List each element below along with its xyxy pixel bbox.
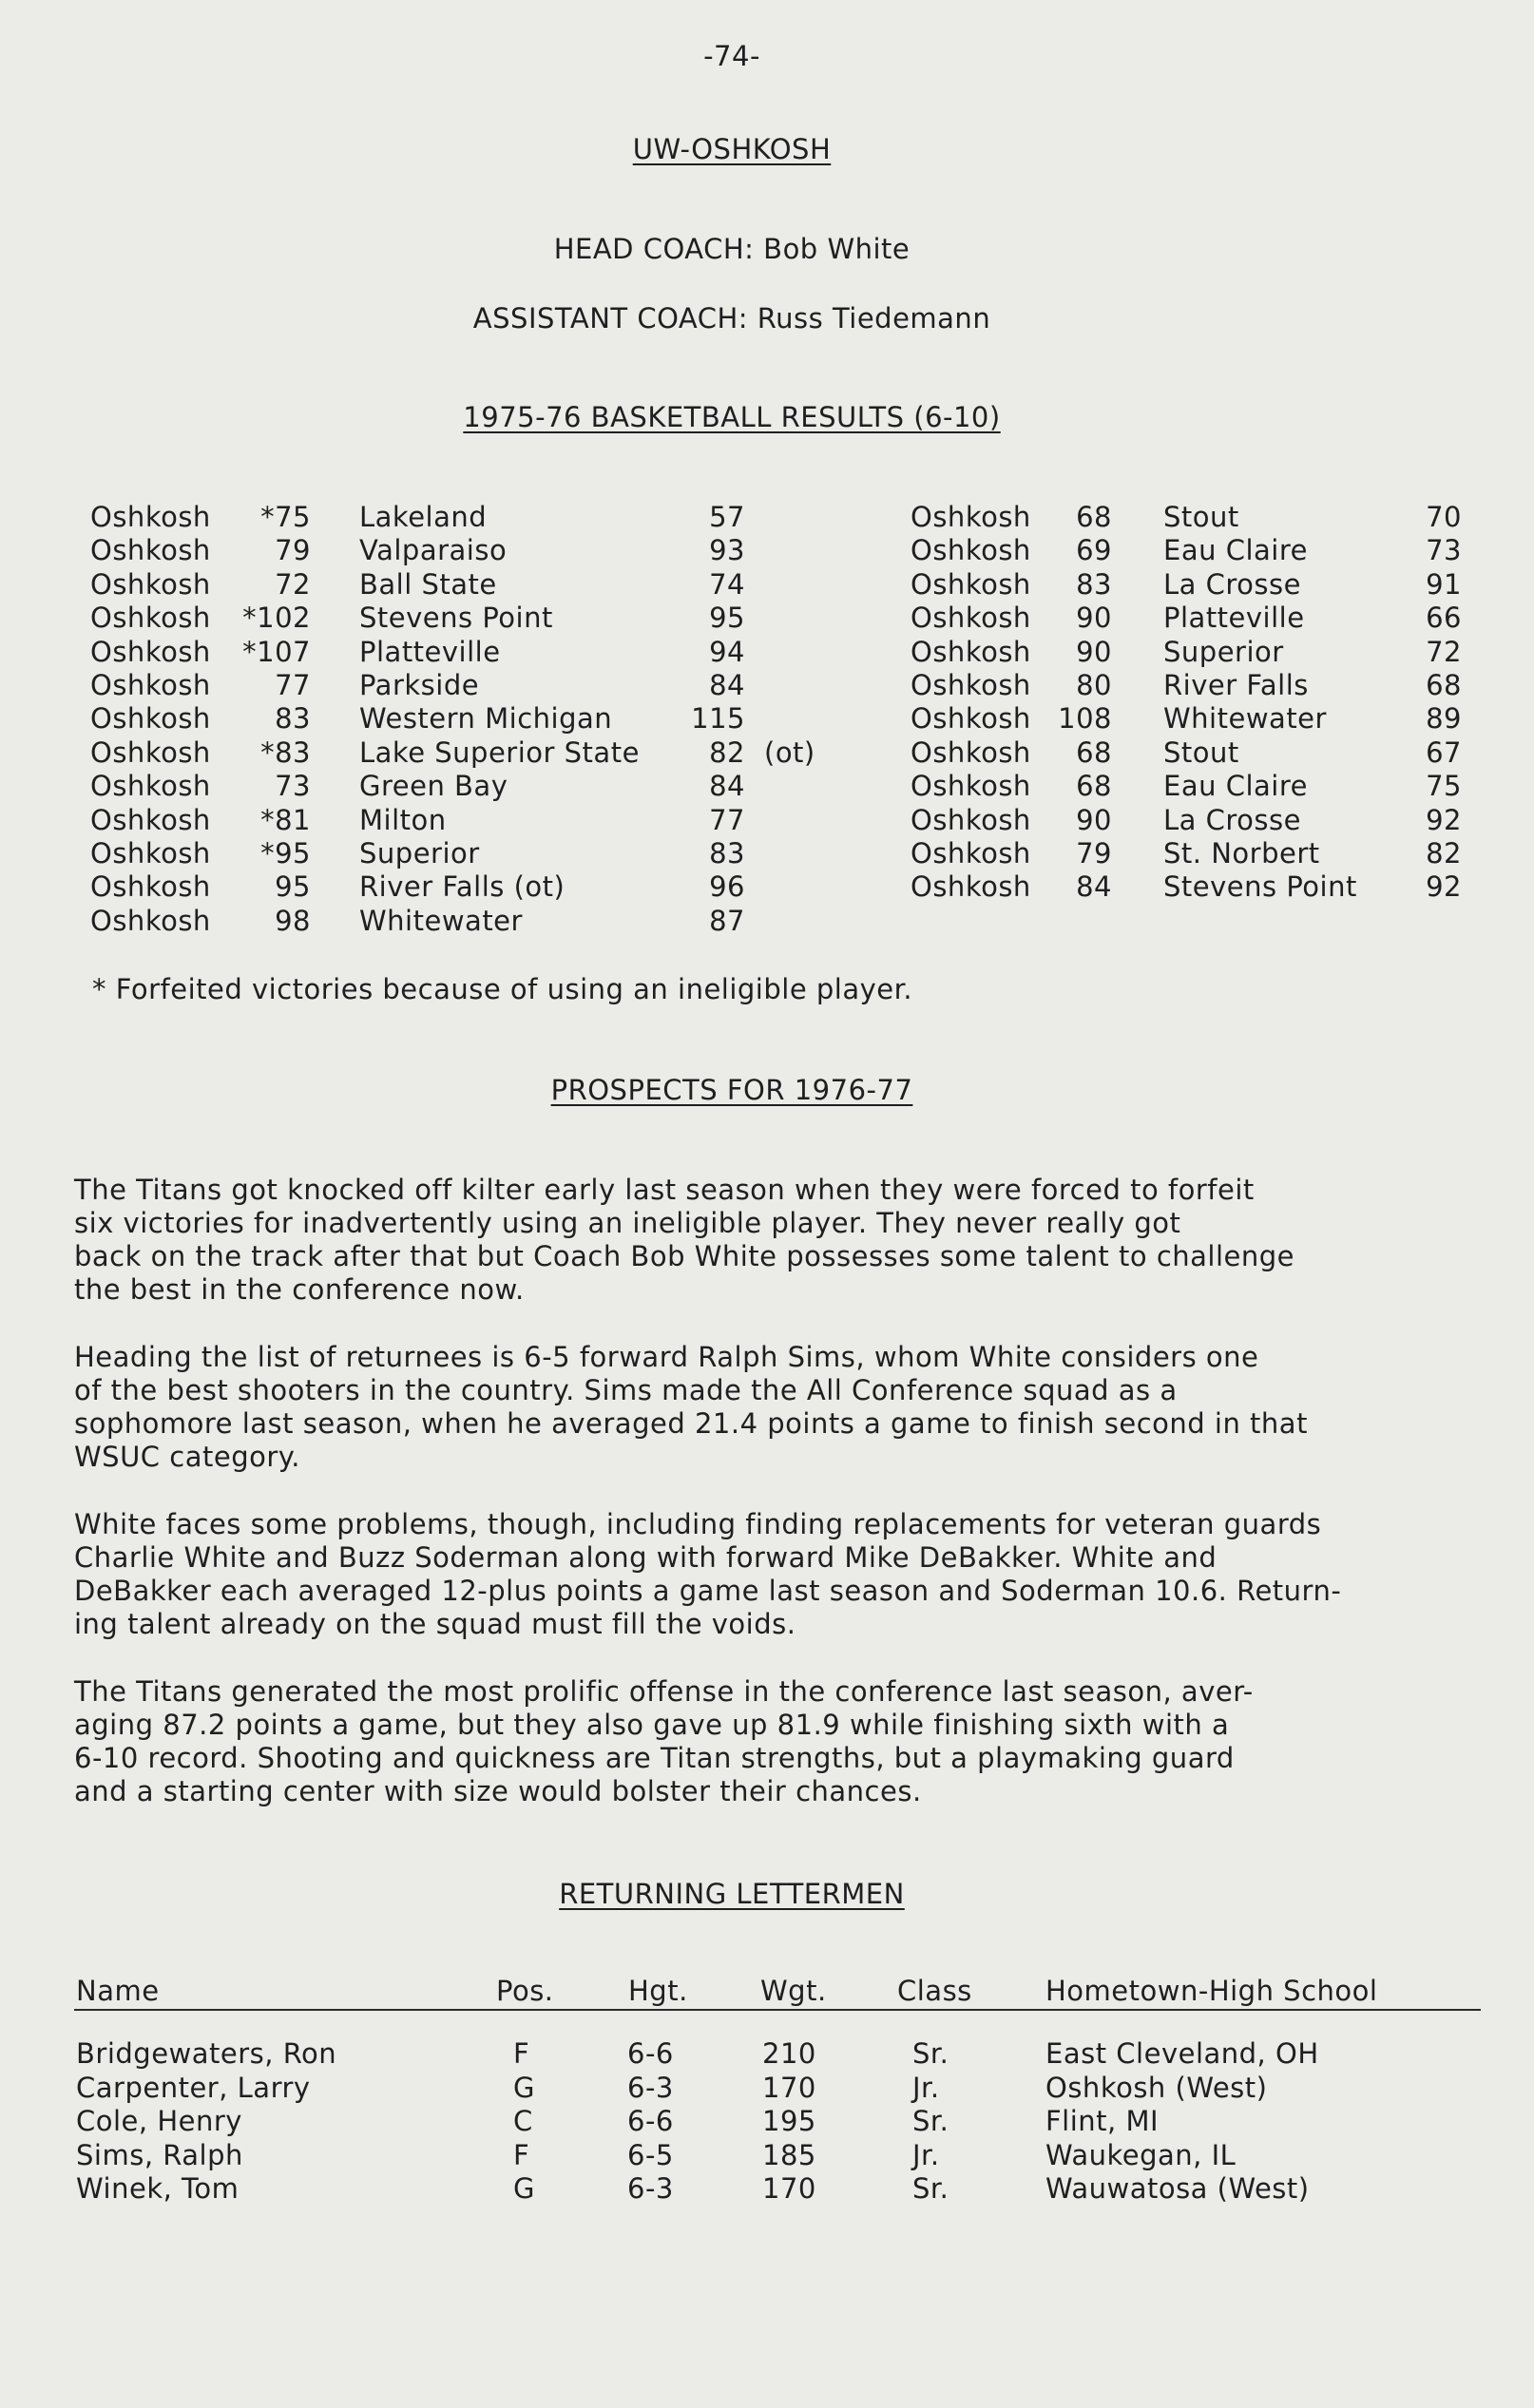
forfeit-footnote: * Forfeited victories because of using an ineligible player. <box>92 973 913 1005</box>
paragraph-line: The Titans generated the most prolific offense in the conference last season, aver- <box>74 1675 1254 1708</box>
team: Oshkosh <box>911 567 1031 601</box>
paragraph <box>74 1675 1500 1808</box>
team: Oshkosh <box>911 870 1031 904</box>
score: 83 <box>275 702 311 736</box>
score: *75 <box>260 501 311 533</box>
player-class: Sr. <box>912 2037 949 2070</box>
results-title <box>0 401 1464 434</box>
player-pos: F <box>513 2037 530 2070</box>
opponent: Stout <box>1163 501 1239 533</box>
player-pos: G <box>513 2071 535 2104</box>
score: *81 <box>260 803 311 836</box>
assistant-coach: ASSISTANT COACH: Russ Tiedemann <box>472 302 991 334</box>
paragraph-line: Heading the list of returnees is 6-5 forward Ralph Sims, whom White considers one <box>74 1341 1259 1373</box>
team: Oshkosh <box>90 803 211 836</box>
player-name: Cole, Henry <box>76 2105 242 2138</box>
opponent-score: 68 <box>1426 668 1462 701</box>
opponent: Platteville <box>1163 602 1305 635</box>
team: Oshkosh <box>911 803 1031 836</box>
player-hgt: 6-6 <box>627 2037 674 2070</box>
score: 69 <box>1076 534 1112 567</box>
score: 98 <box>275 904 311 937</box>
opponent: Lake Superior State <box>359 736 640 769</box>
page-number: -74- <box>703 40 760 72</box>
results-title-text: 1975-76 BASKETBALL RESULTS (6-10) <box>463 401 1001 433</box>
score: 108 <box>1058 702 1112 736</box>
score: *95 <box>260 836 311 870</box>
opponent-score: 91 <box>1426 567 1462 601</box>
opponent: Superior <box>1163 635 1284 668</box>
score: 84 <box>1076 870 1112 904</box>
player-wgt: 195 <box>762 2105 816 2138</box>
team: Oshkosh <box>90 702 211 736</box>
opponent-score: 82 <box>709 736 745 769</box>
player-pos: G <box>513 2172 535 2206</box>
player-row <box>0 2172 1534 2207</box>
game-row <box>0 736 1534 770</box>
score: 77 <box>275 668 311 701</box>
team: Oshkosh <box>911 501 1031 533</box>
team: Oshkosh <box>90 567 211 601</box>
team: Oshkosh <box>90 635 211 668</box>
opponent: River Falls (ot) <box>359 870 566 904</box>
team: Oshkosh <box>90 836 211 870</box>
head-coach: HEAD COACH: Bob White <box>553 233 911 265</box>
player-class: Sr. <box>912 2172 949 2206</box>
player-hometown: East Cleveland, OH <box>1045 2037 1319 2070</box>
team: Oshkosh <box>90 770 211 803</box>
game-row <box>0 568 1534 602</box>
opponent-score: 77 <box>709 803 745 836</box>
team: Oshkosh <box>90 870 211 904</box>
game-row <box>0 905 1534 938</box>
player-hometown: Waukegan, IL <box>1045 2138 1237 2171</box>
school-title-text: UW-OSHKOSH <box>632 133 832 165</box>
score: 90 <box>1076 635 1112 668</box>
paragraph <box>74 1174 1500 1307</box>
paragraph-line: the best in the conference now. <box>74 1273 525 1306</box>
player-row <box>0 2072 1534 2106</box>
paragraph-line: Charlie White and Buzz Soderman along with forward Mike DeBakker. White and <box>74 1541 1218 1574</box>
roster-body <box>0 2037 1534 2207</box>
opponent-score: 66 <box>1426 602 1462 635</box>
team: Oshkosh <box>911 602 1031 635</box>
team: Oshkosh <box>911 702 1031 736</box>
score: 73 <box>275 770 311 803</box>
player-hometown: Wauwatosa (West) <box>1045 2172 1310 2206</box>
paragraph-line: and a starting center with size would bolster their chances. <box>74 1775 922 1807</box>
player-wgt: 185 <box>762 2138 816 2171</box>
game-row <box>0 804 1534 837</box>
results-table <box>0 501 1534 938</box>
team: Oshkosh <box>911 635 1031 668</box>
opponent: Green Bay <box>359 770 508 803</box>
team: Oshkosh <box>90 668 211 701</box>
team: Oshkosh <box>911 668 1031 701</box>
opponent-score: 75 <box>1426 770 1462 803</box>
lettermen-title-text: RETURNING LETTERMEN <box>559 1878 905 1910</box>
player-row <box>0 2037 1534 2072</box>
opponent-score: 73 <box>1426 534 1462 567</box>
player-row <box>0 2105 1534 2139</box>
score: 68 <box>1076 736 1112 769</box>
team: Oshkosh <box>90 534 211 567</box>
paragraph-line: of the best shooters in the country. Sims made the All Conference squad as a <box>74 1374 1178 1406</box>
score: 90 <box>1076 803 1112 836</box>
player-pos: C <box>513 2105 533 2138</box>
team: Oshkosh <box>90 904 211 937</box>
score: 79 <box>275 534 311 567</box>
team: Oshkosh <box>90 736 211 769</box>
school-title <box>0 133 1464 166</box>
opponent-score: 82 <box>1426 836 1462 870</box>
game-row <box>0 501 1534 534</box>
opponent-score: 95 <box>709 602 745 635</box>
opponent: Whitewater <box>359 904 523 937</box>
paragraph-line: back on the track after that but Coach Bob White possesses some talent to challenge <box>74 1240 1295 1272</box>
prospects-title-text: PROSPECTS FOR 1976-77 <box>550 1074 913 1106</box>
score: *83 <box>260 736 311 769</box>
opponent-score: 92 <box>1426 803 1462 836</box>
paragraph-line: six victories for inadvertently using an ineligible player. They never really got <box>74 1207 1181 1239</box>
opponent-score: 94 <box>709 635 745 668</box>
header-hometown: Hometown-High School <box>1045 1975 1378 2007</box>
game-row <box>0 636 1534 669</box>
opponent: Stevens Point <box>359 602 553 635</box>
team: Oshkosh <box>911 836 1031 870</box>
opponent: Western Michigan <box>359 702 613 736</box>
player-pos: F <box>513 2138 530 2171</box>
score: 83 <box>1076 567 1112 601</box>
paragraph-line: DeBakker each averaged 12-plus points a game last season and Soderman 10.6. Return- <box>74 1575 1342 1607</box>
paragraph-line: sophomore last season, when he averaged 21.4 points a game to finish second in that <box>74 1407 1308 1440</box>
opponent: Parkside <box>359 668 480 701</box>
player-class: Jr. <box>912 2138 940 2171</box>
player-name: Carpenter, Larry <box>76 2071 311 2104</box>
score: 68 <box>1076 501 1112 533</box>
opponent: Stevens Point <box>1163 870 1357 904</box>
score: 68 <box>1076 770 1112 803</box>
header-pos: Pos. <box>496 1975 554 2007</box>
player-wgt: 170 <box>762 2172 816 2206</box>
opponent: Stout <box>1163 736 1239 769</box>
game-row <box>0 534 1534 567</box>
paragraph-line: 6-10 record. Shooting and quickness are Titan strengths, but a playmaking guard <box>74 1742 1235 1774</box>
player-name: Bridgewaters, Ron <box>76 2037 337 2070</box>
opponent-score: 96 <box>709 870 745 904</box>
opponent: Ball State <box>359 567 497 601</box>
opponent: River Falls <box>1163 668 1309 701</box>
game-row <box>0 602 1534 635</box>
score: 95 <box>275 870 311 904</box>
opponent-score: 74 <box>709 567 745 601</box>
game-row <box>0 669 1534 702</box>
paragraph <box>74 1341 1500 1474</box>
player-hgt: 6-6 <box>627 2105 674 2138</box>
opponent: La Crosse <box>1163 803 1301 836</box>
player-row <box>0 2139 1534 2173</box>
roster-header <box>74 1975 1481 2011</box>
paragraph-line: WSUC category. <box>74 1441 301 1473</box>
paragraph-line: ing talent already on the squad must fill the voids. <box>74 1608 796 1640</box>
team: Oshkosh <box>90 602 211 635</box>
opponent: Superior <box>359 836 480 870</box>
opponent-score: 92 <box>1426 870 1462 904</box>
game-note: (ot) <box>764 736 815 769</box>
player-hometown: Flint, MI <box>1045 2105 1160 2138</box>
player-hgt: 6-5 <box>627 2138 674 2171</box>
game-row <box>0 702 1534 736</box>
header-wgt: Wgt. <box>760 1975 827 2007</box>
team: Oshkosh <box>911 736 1031 769</box>
header-class: Class <box>897 1975 972 2007</box>
opponent: Eau Claire <box>1163 534 1308 567</box>
opponent-score: 57 <box>709 501 745 533</box>
opponent-score: 83 <box>709 836 745 870</box>
paragraph <box>74 1508 1500 1641</box>
opponent-score: 67 <box>1426 736 1462 769</box>
score: 80 <box>1076 668 1112 701</box>
game-row <box>0 770 1534 803</box>
opponent: St. Norbert <box>1163 836 1320 870</box>
score: 79 <box>1076 836 1112 870</box>
opponent-score: 87 <box>709 904 745 937</box>
opponent: La Crosse <box>1163 567 1301 601</box>
opponent: Valparaiso <box>359 534 508 567</box>
opponent-score: 89 <box>1426 702 1462 736</box>
opponent: Milton <box>359 803 447 836</box>
paragraph-line: The Titans got knocked off kilter early last season when they were forced to forfeit <box>74 1174 1255 1206</box>
team: Oshkosh <box>911 534 1031 567</box>
team: Oshkosh <box>911 770 1031 803</box>
score: *102 <box>242 602 311 635</box>
opponent-score: 84 <box>709 770 745 803</box>
roster-table <box>0 1975 1534 2206</box>
paragraph-line: White faces some problems, though, including finding replacements for veteran guards <box>74 1508 1322 1540</box>
opponent-score: 93 <box>709 534 745 567</box>
paragraph-line: aging 87.2 points a game, but they also gave up 81.9 while finishing sixth with a <box>74 1709 1230 1741</box>
opponent-score: 72 <box>1426 635 1462 668</box>
player-name: Sims, Ralph <box>76 2138 243 2171</box>
player-hgt: 6-3 <box>627 2172 674 2206</box>
player-wgt: 170 <box>762 2071 816 2104</box>
opponent: Lakeland <box>359 501 488 533</box>
opponent-score: 70 <box>1426 501 1462 533</box>
player-wgt: 210 <box>762 2037 816 2070</box>
score: *107 <box>242 635 311 668</box>
player-hometown: Oshkosh (West) <box>1045 2071 1268 2104</box>
opponent-score: 84 <box>709 668 745 701</box>
player-class: Sr. <box>912 2105 949 2138</box>
opponent: Platteville <box>359 635 501 668</box>
score: 90 <box>1076 602 1112 635</box>
opponent: Eau Claire <box>1163 770 1308 803</box>
header-name: Name <box>76 1975 160 2007</box>
lettermen-title <box>0 1878 1464 1911</box>
game-row <box>0 837 1534 870</box>
team: Oshkosh <box>90 501 211 533</box>
player-hgt: 6-3 <box>627 2071 674 2104</box>
player-class: Jr. <box>912 2071 940 2104</box>
header-hgt: Hgt. <box>628 1975 688 2007</box>
prospects-title <box>0 1074 1464 1107</box>
game-row <box>0 870 1534 904</box>
opponent-score: 115 <box>691 702 745 736</box>
opponent: Whitewater <box>1163 702 1327 736</box>
score: 72 <box>275 567 311 601</box>
player-name: Winek, Tom <box>76 2172 240 2206</box>
